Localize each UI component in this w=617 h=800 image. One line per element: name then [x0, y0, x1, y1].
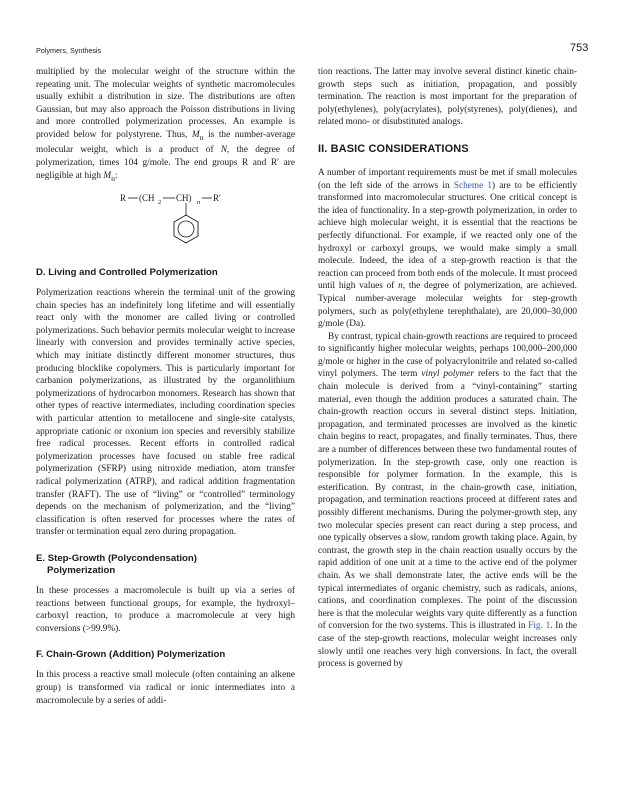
left-column	[36, 66, 295, 707]
section-e-heading: E. Step-Growth (Polycondensation) Polymerization	[36, 552, 197, 576]
scheme-1-link[interactable]: Scheme 1	[453, 180, 493, 191]
intro-paragraph: multiplied by the molecular weight of the structure within the repeating unit. The molecular weights of synthetic macromolecules usually exhibit a distribution in size. The distributions are often Gaussian, but may also approach the Poisson distributions in living and more controlled polymerization processes. An example is provided below for polystyrene. Thus, $M_n$ is the number-average molecular weight, which is a product of N, the degree of polymerization, times 104 g/mole. The end groups R and R′ are negligible at high $M_n$:	[36, 67, 295, 183]
running-header: Polymers, Synthesis	[36, 46, 102, 55]
section-e-paragraph: In these processes a macromolecule is built up via a series of reactions between functional groups, for example, the hydroxyl–carboxyl reaction, to produce a macromolecule at very high conversions (>99.9%).	[36, 585, 295, 634]
section-f-heading: F. Chain-Grown (Addition) Polymerization	[36, 649, 226, 661]
section-f-paragraph: In this process a reactive small molecule (often containing an alkene group) is transformed via radical or ionic intermediates into a macromolecule by a series of addi-	[36, 670, 295, 706]
structure-repeat-mid: CH)	[176, 193, 192, 204]
polystyrene-structure-drawing	[36, 191, 295, 257]
structure-repeat-open: (CH	[139, 193, 155, 204]
section-d-paragraph: Polymerization reactions wherein the terminal unit of the growing chain species has an indefinitely long lifetime and will essentially react only with the monomer are called living or controlled polymerizations. Such behavior permits molecular weight to increase linearly with conversion and provides terminally active species, which may initiate distinctly different monomer structures, thus producing blocklike copolymers. This is particularly important for carbanion polymerizations, as illustrated by the organolithium polymerizations of hydrocarbon monomers. Research has shown that other types of reactive intermediates, including coordination species with particular attention to metallocene and single-site catalysts, appropriate cationic or oxonium ion species and reversibly stabilize free radical processes. Recent efforts in controlled radical polymerization processes have focused on stable free radical polymerization (SFRP) using nitroxide mediation, atom transfer radical polymerization (ATRP), and radical addition fragmentation transfer (RAFT). The use of “living” or “controlled” terminology depends on the mechanism of polymerization, and the “living” classification is often reserved for processes where the rates of transfer or termination equal zero during propagation.	[36, 288, 295, 538]
fig-1-link[interactable]: Fig. 1	[528, 621, 551, 632]
section-d-heading: D. Living and Controlled Polymerization	[36, 267, 218, 279]
aromatic-circle	[178, 221, 194, 237]
basic-considerations-paragraph: A number of important requirements must be met if small molecules (on the left side of the arrows in Scheme 1) are to be efficiently transformed into macromolecular structures. One critical concept is the idea of functionality. In a step-growth polymerization, in order to achieve high molecular weight, it is essential that the reactions be perfectly difunctional. For example, if we reacted only one of the hydroxyl or carboxyl groups, we would make simply a small molecule. Indeed, the idea of a step-growth reaction is that the reaction can proceed from both ends of the molecule. It must proceed until high values of n, the degree of polymerization, are achieved. Typical number-average molecular weights for step-growth polymers, such as poly(ethylene terephthalate), are 20,000–30,000 g/mole (Da).	[318, 167, 578, 330]
continued-paragraph: tion reactions. The latter may involve several distinct kinetic chain-growth steps such as initiation, propagation, and possibly termination. The reaction is most important for the preparation of poly(ethylenes), poly(acrylates), poly(styrenes), poly(dienes), and related mono- or disubstituted analogs.	[318, 67, 577, 128]
polystyrene-structure	[36, 191, 295, 257]
structure-r-left: R	[120, 193, 127, 204]
chain-growth-paragraph: By contrast, typical chain-growth reactions are required to proceed to significantly higher molecular weights, perhaps 100,000–200,000 g/mole or higher in the case of polyacrylonitrile and related so-called vinyl polymers. The term vinyl polymer refers to the fact that the chain molecule is derived from a “vinyl-containing” starting material, even though the addition produces a saturated chain. The chain-growth reaction occurs in several distinct steps. Initiation, propagation, and terminated processes are involved as the kinetic chain begins to react, propagates, and finally terminates. Thus, there are a number of differences between these two fundamental routes of polymerization. In the step-growth case, only one reaction is responsible for polymer formation. In the example, this is esterification. By contrast, in the chain-growth case, initiation, propagation, and termination reactions proceed at different rates and possibly different mechanisms. During the polymer-growth step, any two molecular species present can react during a step process, and one typically observes a slow, random growth taking place. Again, by contrast, the growth step in the chain reaction usually occurs by the rapid addition of one unit at a time to the active end of the polymer chain. As we shall demonstrate later, the active ends will be the typical intermediates of organic chemistry, such as radicals, anions, cations, and coordination complexes. The point of the discussion here is that the molecular weights vary quite differently as a function of conversion for the two systems. This is illustrated in Fig. 1. In the case of the step-growth reactions, molecular weight increases only slowly until one reaches very high conversions. In fact, the overall process is governed by	[318, 331, 578, 670]
right-column	[318, 66, 577, 671]
page-number: 753	[570, 42, 589, 54]
section-ii-heading: II. BASIC CONSIDERATIONS	[318, 142, 469, 155]
structure-ch2-sub: 2	[158, 199, 162, 207]
structure-r-right: R′	[213, 193, 221, 204]
structure-n-sub: n	[197, 199, 201, 207]
